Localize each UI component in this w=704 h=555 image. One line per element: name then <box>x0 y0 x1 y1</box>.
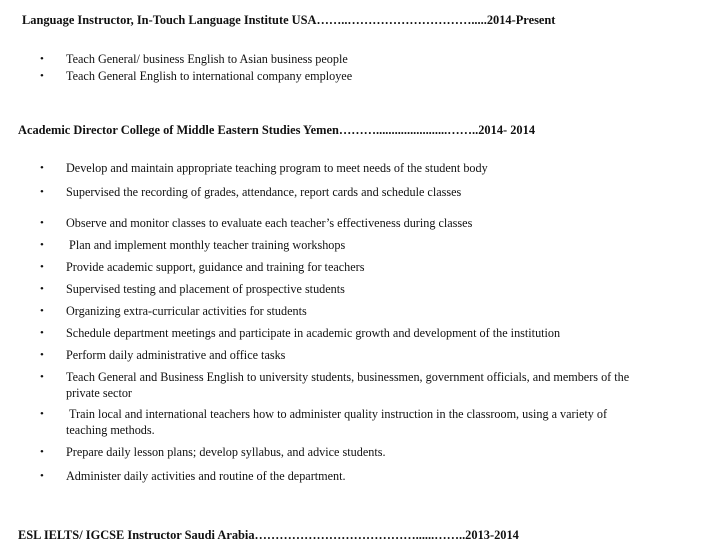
bullet-icon: • <box>40 446 44 458</box>
bullet-icon: • <box>40 186 44 198</box>
list-item <box>40 237 640 253</box>
list-item <box>40 160 640 176</box>
bullet-icon: • <box>40 239 44 251</box>
list-item-text: Supervised testing and placement of prospective students <box>66 282 345 296</box>
list-item <box>40 325 640 341</box>
list-item <box>40 468 640 484</box>
list-item-text: Schedule department meetings and participate in academic growth and development of the institution <box>66 326 561 340</box>
list-item <box>40 347 640 363</box>
bullet-icon: • <box>40 53 44 65</box>
bullet-icon: • <box>40 349 44 361</box>
list-item <box>40 51 640 67</box>
bullet-icon: • <box>40 217 44 229</box>
list-item <box>40 259 640 275</box>
section-heading-language-instructor: Language Instructor, In-Touch Language Institute USA……..………………………….....2014-Present <box>22 13 556 27</box>
list-item-text: Plan and implement monthly teacher training workshops <box>66 238 346 252</box>
bullet-icon: • <box>40 371 44 383</box>
list-item-text: Supervised the recording of grades, attendance, report cards and schedule classes <box>66 185 462 199</box>
bullet-icon: • <box>40 70 44 82</box>
bullet-icon: • <box>40 327 44 339</box>
list-item <box>40 215 640 231</box>
list-item-text: Train local and international teachers how to administer quality instruction in the classroom, using a variety of teaching methods. <box>66 407 611 437</box>
list-item <box>40 281 640 297</box>
list-item-text: Perform daily administrative and office tasks <box>66 348 286 362</box>
list-item <box>40 184 640 200</box>
list-item-text: Organizing extra-curricular activities for students <box>66 304 307 318</box>
list-item-text: Provide academic support, guidance and training for teachers <box>66 260 365 274</box>
bullet-icon: • <box>40 283 44 295</box>
list-item-text: Teach General English to international company employee <box>66 69 353 83</box>
section-heading-esl-instructor: ESL IELTS/ IGCSE Instructor Saudi Arabia…………………………………......……..2013-2014 <box>18 528 519 542</box>
list-item <box>40 444 640 460</box>
list-item-text: Teach General/ business English to Asian business people <box>66 52 348 66</box>
list-item <box>40 369 640 401</box>
list-item-text: Observe and monitor classes to evaluate each teacher’s effectiveness during classes <box>66 216 473 230</box>
bullet-icon: • <box>40 408 44 420</box>
bullet-icon: • <box>40 470 44 482</box>
list-item <box>40 68 640 84</box>
section-heading-academic-director: Academic Director College of Middle Eastern Studies Yemen……….......................……..2014- 2014 <box>18 123 536 137</box>
list-item-text: Teach General and Business English to university students, businessmen, government officials, and members of the private sector <box>66 370 633 400</box>
list-item <box>40 303 640 319</box>
bullet-icon: • <box>40 162 44 174</box>
bullet-icon: • <box>40 305 44 317</box>
list-item-text: Prepare daily lesson plans; develop syllabus, and advice students. <box>66 445 386 459</box>
list-item <box>40 406 640 438</box>
list-item-text: Develop and maintain appropriate teaching program to meet needs of the student body <box>66 161 488 175</box>
list-item-text: Administer daily activities and routine of the department. <box>66 469 346 483</box>
bullet-icon: • <box>40 261 44 273</box>
